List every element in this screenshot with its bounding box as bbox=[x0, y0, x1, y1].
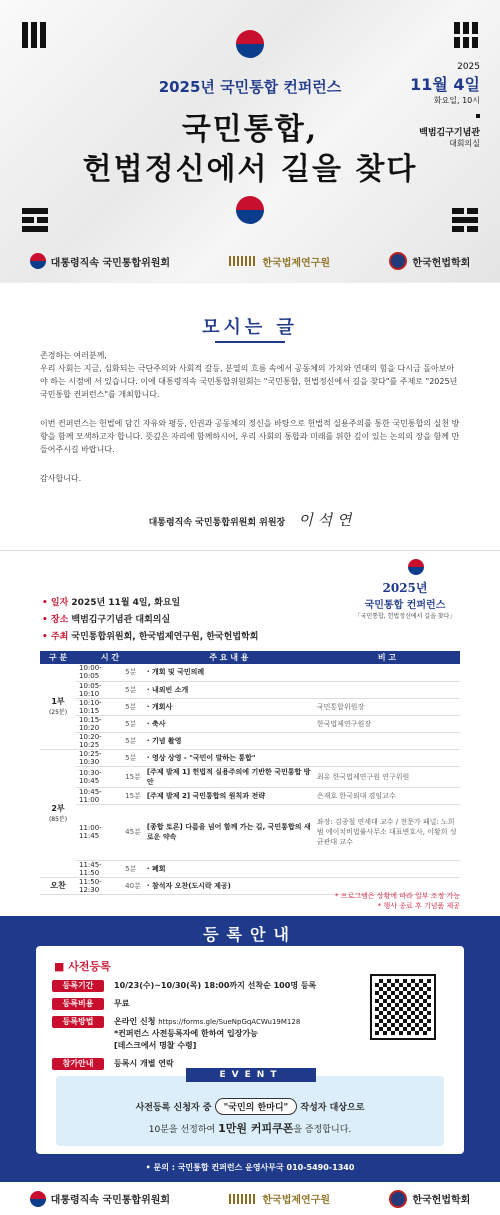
signature-line bbox=[0, 509, 500, 530]
pre-registration-title: ■ 사전등록 bbox=[54, 960, 111, 973]
event-line2: 10분을 선정하여 1만원 커피쿠폰을 증정합니다. bbox=[148, 1122, 352, 1135]
header-time: 시 간 bbox=[76, 651, 144, 664]
trigram-top-left bbox=[22, 22, 46, 48]
table-row: 10:15-10:20 5분 · 축사 한국법제연구원장 bbox=[40, 715, 460, 732]
logo-legislation-institute: 한국법제연구원 bbox=[229, 254, 330, 269]
event-line1: 사전등록 신청자 중 "국민의 한마디" 작성자 대상으로 bbox=[56, 1098, 444, 1115]
event-date: 11월 4일 bbox=[410, 75, 480, 94]
table-row: 10:30-10:45 15분 [주제 발제 1] 헌법적 실용주의에 기반한 국민통합 방안 최유 한국법제연구원 연구위원 bbox=[40, 766, 460, 787]
invitation-paragraph: 우리 사회는 지금, 심화되는 극단주의와 사회적 갈등, 분열의 흐름 속에서 공동체의 가치와 연대의 힘을 다시금 돌아보아야 하는 시점에 서 있습니다. 이에 대통령직속 국민통합위원회는 "국민통합, 헌법정신에서 길을 찾다"를 주제로 "2025년 국민통합 컨퍼런스"를 개최합니다. bbox=[40, 364, 458, 399]
trigram-bottom-right bbox=[452, 208, 478, 232]
period-row: 등록기간 10/23(수)~10/30(목) 18:00까지 선착순 100명 등록 bbox=[52, 980, 316, 992]
invitation-title: 모시는 글 bbox=[0, 313, 500, 339]
seal-logo-icon bbox=[389, 1190, 407, 1208]
taeguk-logo-icon bbox=[30, 1191, 46, 1207]
taeguk-logo-icon bbox=[30, 253, 46, 269]
table-row: 10:45-11:00 15분 [주제 발제 2] 국민통합의 원칙과 전략 은재호 한국외대 겸임교수 bbox=[40, 787, 460, 804]
logo-constitutional-law-association: 한국헌법학회 bbox=[389, 1190, 470, 1208]
invitation-greeting: 존경하는 여러분께, bbox=[40, 351, 107, 360]
qr-code-icon[interactable] bbox=[372, 976, 434, 1038]
table-row: 10:10-10:15 5분 · 개회사 국민통합위원장 bbox=[40, 698, 460, 715]
event-tag: EVENT bbox=[186, 1068, 316, 1082]
table-row: 11:00-11:45 45분 [종합 토론] 다름을 넘어 함께 가는 길, 국민통합의 새로운 약속 좌장: 김종철 연세대 교수 / 전문가 패널: 노희범 에이치비법률사무소 대표변호사, 이황희 성균관대 교수 bbox=[40, 804, 460, 860]
mini-year: 2025년 bbox=[382, 581, 428, 595]
host-logos bbox=[0, 252, 500, 270]
guide-row: 참가안내 등록시 개별 연락 bbox=[52, 1058, 174, 1070]
info-host: • 주최 국민통합위원회, 한국법제연구원, 한국헌법학회 bbox=[42, 632, 259, 642]
conference-title: 2025년 국민통합 컨퍼런스 bbox=[158, 78, 342, 96]
table-row: 10:20-10:25 5분 · 기념 촬영 bbox=[40, 732, 460, 749]
table-row: 11:45-11:50 5분 · 폐회 bbox=[40, 860, 460, 877]
trigram-bottom-left bbox=[22, 208, 48, 232]
table-row: 2부 (85분) 10:25-10:30 5분 · 영상 상영 - "국민이 말하는 통합" bbox=[40, 749, 460, 766]
table-header-row bbox=[40, 651, 460, 664]
invitation-body bbox=[40, 349, 460, 495]
signature: 이 석 연 bbox=[298, 511, 352, 529]
trigram-top-right bbox=[454, 22, 478, 48]
invitation-closing: 감사합니다. bbox=[40, 474, 82, 483]
mini-subtitle: 「국민통합, 헌법정신에서 길을 찾다」 bbox=[354, 613, 456, 620]
mini-name: 국민통합 컨퍼런스 bbox=[364, 600, 446, 611]
header-section: 구 분 bbox=[40, 651, 76, 664]
main-title-line2: 헌법정신에서 길을 찾다 bbox=[82, 152, 418, 187]
taeguk-top-icon bbox=[236, 30, 264, 58]
event-room: 대회의실 bbox=[449, 139, 480, 148]
table-row: 1부 (25분) 10:00-10:05 5분 · 개회 및 국민의례 bbox=[40, 664, 460, 681]
invitation-section bbox=[0, 282, 500, 550]
main-title-line1: 국민통합, bbox=[181, 112, 319, 147]
header-content: 주 요 내 용 bbox=[144, 651, 314, 664]
taeguk-bottom-icon bbox=[236, 196, 264, 224]
table-row: 오찬 11:50-12:30 40분 · 참석자 오찬(도시락 제공) bbox=[40, 877, 460, 894]
event-time: 화요일, 10시 bbox=[433, 96, 480, 105]
registration-card bbox=[36, 946, 464, 1154]
logo-integration-committee: 대통령직속 국민통합위원회 bbox=[30, 253, 170, 269]
speech-bubble: "국민의 한마디" bbox=[215, 1098, 298, 1115]
registration-section bbox=[0, 916, 500, 1182]
table-row: 10:05-10:10 5분 · 내외빈 소개 bbox=[40, 681, 460, 698]
program-notes: * 프로그램은 상황에 따라 일부 조정 가능 * 행사 종료 후 기념품 제공 bbox=[334, 892, 460, 910]
event-info bbox=[42, 595, 258, 646]
info-venue: • 장소 백범김구기념관 대회의실 bbox=[42, 615, 171, 625]
pillars-logo-icon bbox=[229, 1194, 257, 1204]
header-note: 비 고 bbox=[314, 651, 460, 664]
event-date-box bbox=[410, 62, 480, 149]
method-row: 등록방법 온라인 신청 https://forms.gle/SueNpGqACWu19M128 *컨퍼런스 사전등록자에 한하여 입장가능 [데스크에서 명찰 수령] bbox=[52, 1016, 300, 1052]
logo-legislation-institute: 한국법제연구원 bbox=[229, 1191, 330, 1206]
mini-title-block bbox=[350, 579, 460, 620]
program-section bbox=[0, 550, 500, 916]
event-year: 2025 bbox=[457, 62, 480, 72]
contact-info: • 문의 : 국민통합 컨퍼런스 운영사무국 010-5490-1340 bbox=[145, 1163, 355, 1172]
section-lunch: 오찬 bbox=[40, 877, 76, 894]
fee-row: 등록비용 무료 bbox=[52, 998, 129, 1010]
seal-logo-icon bbox=[389, 252, 407, 270]
logo-integration-committee: 대통령직속 국민통합위원회 bbox=[30, 1191, 170, 1207]
logo-constitutional-law-association: 한국헌법학회 bbox=[389, 252, 470, 270]
section-1: 1부 (25분) bbox=[40, 664, 76, 749]
info-date: • 일자 2025년 11월 4일, 화요일 bbox=[42, 598, 181, 608]
event-venue: 백범김구기념관 bbox=[419, 128, 480, 138]
registration-link[interactable]: https://forms.gle/SueNpGqACWu19M128 bbox=[158, 1018, 301, 1026]
section-2: 2부 (85분) bbox=[40, 749, 76, 877]
event-box bbox=[56, 1070, 444, 1146]
registration-heading: 등록안내 bbox=[203, 925, 297, 944]
hero-banner bbox=[0, 0, 500, 282]
footer-logos bbox=[0, 1182, 500, 1215]
taeguk-program-icon bbox=[408, 559, 424, 575]
program-table bbox=[40, 651, 460, 895]
invitation-paragraph: 이번 컨퍼런스는 헌법에 담긴 자유와 평등, 인권과 공동체의 정신을 바탕으로 헌법적 실용주의를 통한 국민통합의 실천 방향을 함께 모색하고자 합니다. 뜻깊은 자리에 함께하시어, 우리 사회의 통합과 미래를 위한 깊이 있는 논의의 장을 함께 만들어주시길 바랍니다. bbox=[40, 419, 460, 454]
pillars-logo-icon bbox=[229, 256, 257, 266]
signer-title: 대통령직속 국민통합위원회 위원장 bbox=[148, 518, 286, 528]
